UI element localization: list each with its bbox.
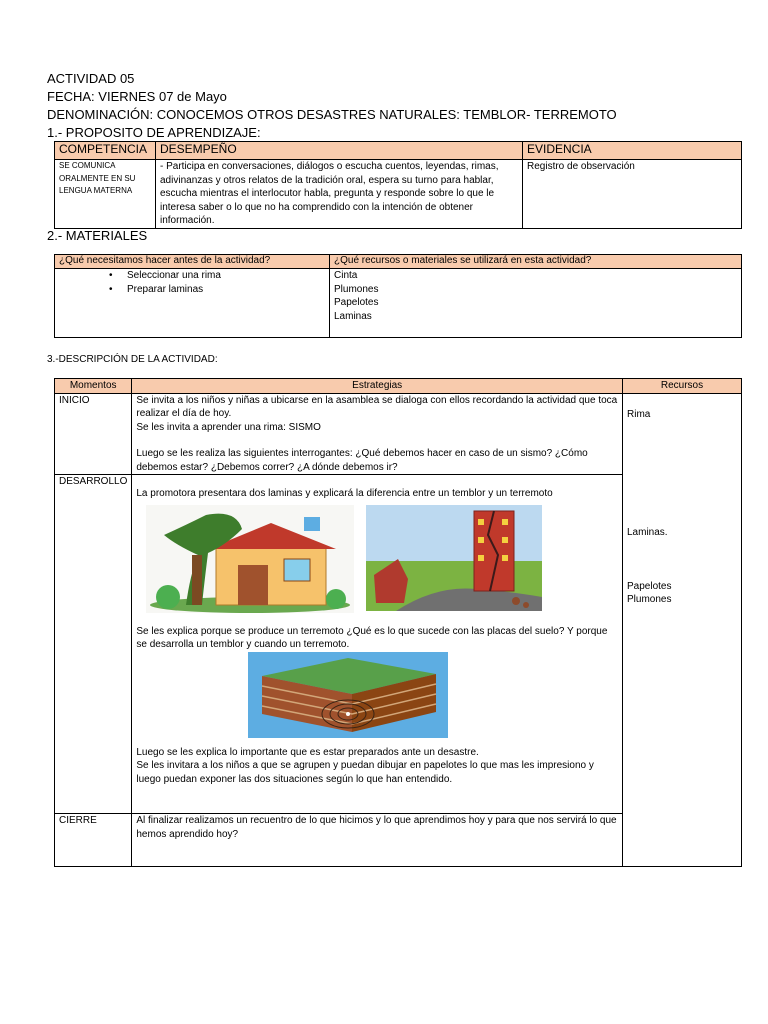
- activity-denomination: DENOMINACIÓN: CONOCEMOS OTROS DESASTRES NATURALES: TEMBLOR- TERREMOTO: [47, 107, 617, 122]
- activity-number: ACTIVIDAD 05: [47, 71, 135, 86]
- list-item: Cinta: [334, 270, 358, 281]
- cierre-strategies: [132, 814, 623, 867]
- cracked-buildings-illustration: [366, 505, 542, 611]
- tectonic-plates-illustration: [248, 652, 448, 738]
- col-header-recursos: ¿Qué recursos o materiales se utilizará en esta actividad?: [330, 255, 742, 269]
- purpose-table: [54, 141, 742, 229]
- recurso-plumones: Plumones: [627, 594, 672, 605]
- house-illustration: [146, 505, 354, 613]
- desarrollo-p1: La promotora presentara dos laminas y explicará la diferencia entre un temblor y un terremoto: [136, 488, 553, 499]
- list-item: Papelotes: [334, 297, 379, 308]
- list-item: • Preparar laminas: [109, 283, 325, 297]
- section-materials-title: 2.- MATERIALES: [47, 228, 148, 243]
- activity-date: FECHA: VIERNES 07 de Mayo: [47, 89, 227, 104]
- desarrollo-label: DESARROLLO: [55, 475, 132, 814]
- inicio-strategies: [132, 393, 623, 475]
- recurso-papelotes: Papelotes: [627, 580, 672, 592]
- list-item: Plumones: [334, 283, 379, 295]
- document-header: [47, 70, 617, 142]
- cierre-p1: Al finalizar realizamos un recuentro de lo que hicimos y lo que aprendimos hoy y para que nos servirá lo que hemos aprendido hoy?: [136, 815, 617, 840]
- cierre-label: CIERRE: [55, 814, 132, 867]
- antes-list: [59, 269, 325, 296]
- recursos-column: [623, 393, 742, 867]
- section-purpose-title: 1.- PROPOSITO DE APRENDIZAJE:: [47, 125, 261, 140]
- col-header-desempeno: DESEMPEÑO: [156, 142, 523, 160]
- col-header-momentos: Momentos: [55, 379, 132, 394]
- desempeno-cell: - Participa en conversaciones, diálogos o escucha cuentos, leyendas, rimas, adivinanzas y otros relatos de la tradición oral, espera su turno para hablar, escucha mientras el interlocutor habla, pregunta y responde sobre lo que le interesa saber o lo que no ha comprendido con la intención de obtener información.: [156, 160, 523, 229]
- section-description-title: 3.-DESCRIPCIÓN DE LA ACTIVIDAD:: [47, 354, 218, 365]
- inicio-p1: Se invita a los niños y niñas a ubicarse en la asamblea se dialoga con ellos recordando la actividad que toca realizar el día de hoy.: [136, 394, 618, 419]
- desarrollo-p3: Luego se les explica lo importante que es estar preparados ante un desastre.: [136, 746, 479, 758]
- recurso-laminas: Laminas.: [627, 527, 668, 538]
- inicio-p3: Luego se les realiza las siguientes interrogantes: ¿Qué debemos hacer en caso de un sismo? ¿Cómo debemos estar? ¿Debemos correr? ¿A dónde debemos ir?: [136, 448, 588, 473]
- evidencia-cell: Registro de observación: [523, 160, 742, 229]
- recurso-rima: Rima: [627, 408, 651, 420]
- desarrollo-p4: Se les invitara a los niños a que se agrupen y puedan dibujar en papelotes lo que mas les impresiono y luego puedan exponer las dos situaciones según lo que han entendido.: [136, 760, 594, 785]
- recursos-cell: [330, 269, 742, 338]
- desarrollo-strategies: [132, 475, 623, 814]
- inicio-label: INICIO: [55, 393, 132, 475]
- col-header-estrategias: Estrategias: [132, 379, 623, 394]
- list-item: • Seleccionar una rima: [109, 269, 325, 283]
- materials-table: [54, 254, 742, 338]
- col-header-evidencia: EVIDENCIA: [523, 142, 742, 160]
- list-item: Laminas: [334, 310, 372, 322]
- col-header-antes: ¿Qué necesitamos hacer antes de la actividad?: [55, 255, 330, 269]
- description-table: [54, 378, 742, 867]
- antes-cell: [55, 269, 330, 338]
- inicio-p2: Se les invita a aprender una rima: SISMO: [136, 421, 321, 433]
- desarrollo-p2: Se les explica porque se produce un terremoto ¿Qué es lo que sucede con las placas del suelo? Y porque se desarrolla un temblor y cuando un terremoto.: [136, 625, 608, 650]
- competencia-cell: SE COMUNICA ORALMENTE EN SU LENGUA MATERNA: [55, 160, 156, 229]
- col-header-recursos: Recursos: [623, 379, 742, 394]
- col-header-competencia: COMPETENCIA: [55, 142, 156, 160]
